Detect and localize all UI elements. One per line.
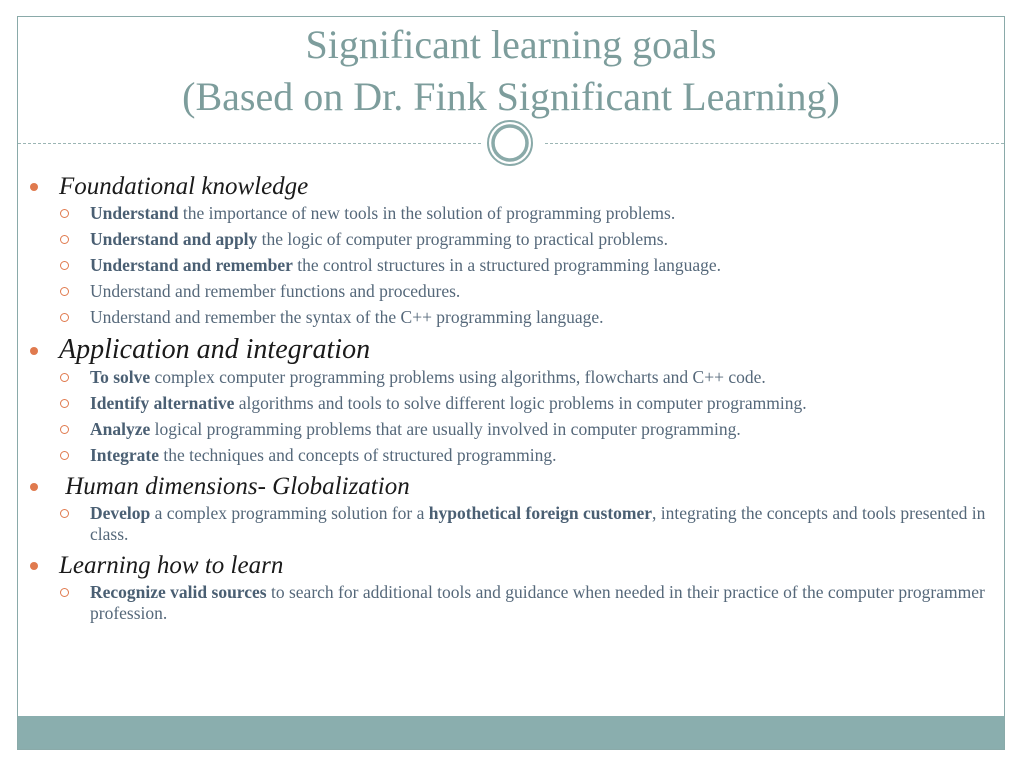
list-item	[18, 582, 1004, 624]
item-keyword: Analyze	[90, 419, 151, 439]
item-text: a complex programming solution for a	[150, 503, 429, 523]
section-bullet-icon	[30, 483, 38, 491]
item-keyword: Understand	[90, 203, 179, 223]
list-item	[18, 445, 1004, 466]
item-keyword: Develop	[90, 503, 151, 523]
section-foundational-knowledge	[18, 170, 1004, 328]
list-item	[18, 203, 1004, 224]
sub-list	[18, 203, 1004, 328]
section-heading: Foundational knowledge	[59, 173, 309, 200]
item-text: the control structures in a structured programming language.	[292, 255, 722, 275]
item-text: the techniques and concepts of structured programming.	[159, 445, 557, 465]
item-text: to search for additional tools and guidance when needed in their practice of the computer programmer profession.	[90, 582, 985, 623]
item-text: the importance of new tools in the solution of programming problems.	[178, 203, 676, 223]
list-item	[18, 393, 1004, 414]
list-item	[18, 255, 1004, 276]
section-learning-how-to-learn	[18, 550, 1004, 624]
ring-bullet-icon	[60, 287, 69, 296]
ring-bullet-icon	[60, 261, 69, 270]
item-text: complex computer programming problems using algorithms, flowcharts and C++ code.	[150, 367, 766, 387]
title-divider-left	[18, 143, 481, 144]
section-application-integration	[18, 333, 1004, 466]
item-text: Understand and remember functions and procedures.	[90, 281, 461, 301]
section-heading: Application and integration	[59, 334, 371, 365]
ring-bullet-icon	[60, 373, 69, 382]
list-item	[18, 367, 1004, 388]
item-text: the logic of computer programming to practical problems.	[257, 229, 668, 249]
content-area	[18, 170, 1004, 629]
ring-bullet-icon	[60, 451, 69, 460]
item-keyword: To solve	[90, 367, 151, 387]
item-keyword: Understand and apply	[90, 229, 258, 249]
item-keyword: Understand and remember	[90, 255, 293, 275]
item-keyword: Recognize valid sources	[90, 582, 267, 602]
ring-bullet-icon	[60, 509, 69, 518]
list-item	[18, 281, 1004, 302]
section-human-dimensions	[18, 471, 1004, 545]
ring-bullet-icon	[60, 209, 69, 218]
ring-bullet-icon	[60, 588, 69, 597]
item-text: logical programming problems that are usually involved in computer programming.	[150, 419, 741, 439]
item-text: , integrating the concepts and tools presented in class.	[90, 503, 986, 544]
footer-bar	[18, 716, 1004, 749]
section-bullet-icon	[30, 183, 38, 191]
item-keyword: Identify alternative	[90, 393, 235, 413]
section-bullet-icon	[30, 347, 38, 355]
item-text: algorithms and tools to solve different logic problems in computer programming.	[234, 393, 807, 413]
sub-list	[18, 582, 1004, 624]
sub-list	[18, 503, 1004, 545]
section-heading: Human dimensions- Globalization	[59, 473, 410, 500]
ring-bullet-icon	[60, 425, 69, 434]
list-item	[18, 503, 1004, 545]
slide	[17, 16, 1005, 750]
item-keyword: hypothetical foreign customer	[428, 503, 653, 523]
item-text: Understand and remember the syntax of the C++ programming language.	[90, 307, 604, 327]
section-heading: Learning how to learn	[59, 552, 284, 579]
ring-bullet-icon	[60, 313, 69, 322]
section-bullet-icon	[30, 562, 38, 570]
title-divider-right	[545, 143, 1004, 144]
list-item	[18, 229, 1004, 250]
sub-list	[18, 367, 1004, 466]
slide-title	[18, 19, 1004, 123]
list-item	[18, 307, 1004, 328]
title-line-1: Significant learning goals	[305, 22, 717, 67]
ring-bullet-icon	[60, 399, 69, 408]
item-keyword: Integrate	[90, 445, 160, 465]
circle-ornament-icon	[486, 119, 534, 167]
list-item	[18, 419, 1004, 440]
ring-bullet-icon	[60, 235, 69, 244]
title-line-2: (Based on Dr. Fink Significant Learning)	[182, 74, 840, 119]
